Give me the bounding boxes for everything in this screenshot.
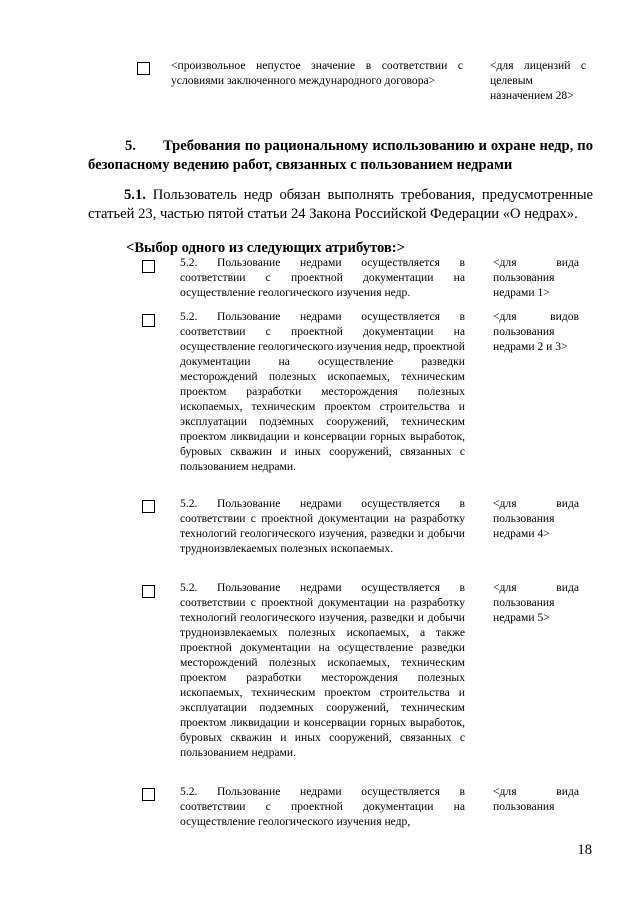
option-text: 5.2. Пользование недрами осуществляется в соответствии с проектной документации на разработку технологий геологического изучения, разведки и добычи трудноизвлекаемых полезных ископаемых.	[180, 497, 465, 555]
option-note: <для вида пользования недрами 5>	[493, 581, 579, 624]
option-note: <для видов пользования недрами 2 и 3>	[493, 310, 579, 353]
option-text: 5.2. Пользование недрами осуществляется в соответствии с проектной документации на разработку технологий геологического изучения, разведки и добычи трудноизвлекаемых полезных ископаемых, а также проектной документации на осуществление разведки месторождений полезных ископаемых, техническим проектом разработки месторождения полезных ископаемых, техническим проектом строительства и эксплуатации подземных сооружений, техническим проектом ликвидации и консервации горных выработок, буровых скважин и иных сооружений, связанных с пользованием недрами.	[180, 581, 465, 759]
option-checkbox[interactable]	[137, 62, 150, 75]
page-number: 18	[577, 842, 592, 858]
option-note: <для вида пользования	[493, 785, 579, 813]
option-text: <произвольное непустое значение в соответствии с условиями заключенного международного договора>	[171, 59, 463, 87]
option-checkbox[interactable]	[142, 260, 155, 273]
section-heading	[88, 137, 593, 175]
option-note: <для лицензий с целевым назначением 28>	[490, 59, 586, 102]
option-text: 5.2. Пользование недрами осуществляется в соответствии с проектной документации на осуществление геологического изучения недр.	[180, 256, 465, 299]
section-number: 5.	[125, 138, 136, 154]
option-checkbox[interactable]	[142, 500, 155, 513]
option-checkbox[interactable]	[142, 314, 155, 327]
option-note: <для вида пользования недрами 4>	[493, 497, 579, 540]
paragraph-5-1	[88, 186, 593, 224]
option-checkbox[interactable]	[142, 788, 155, 801]
paragraph-number: 5.1.	[124, 187, 146, 203]
section-title: Требования по рациональному использованию и охране недр, по безопасному ведению работ, связанных с пользованием недрами	[88, 138, 593, 173]
option-note: <для вида пользования недрами 1>	[493, 256, 579, 299]
choice-label: <Выбор одного из следующих атрибутов:>	[126, 240, 405, 256]
paragraph-text: Пользователь недр обязан выполнять требования, предусмотренные статьей 23, частью пятой статьи 24 Закона Российской Федерации «О недрах».	[88, 187, 593, 222]
option-text: 5.2. Пользование недрами осуществляется в соответствии с проектной документации на осуществление геологического изучения недр,	[180, 785, 465, 828]
option-text: 5.2. Пользование недрами осуществляется в соответствии с проектной документации на осуществление геологического изучения недр, проектной документации на осуществление разведки месторождений полезных ископаемых, техническим проектом разработки месторождения полезных ископаемых, техническим проектом строительства и эксплуатации подземных сооружений, техническим проектом ликвидации и консервации горных выработок, буровых скважин и иных сооружений, связанных с пользованием недрами.	[180, 310, 465, 473]
option-checkbox[interactable]	[142, 585, 155, 598]
